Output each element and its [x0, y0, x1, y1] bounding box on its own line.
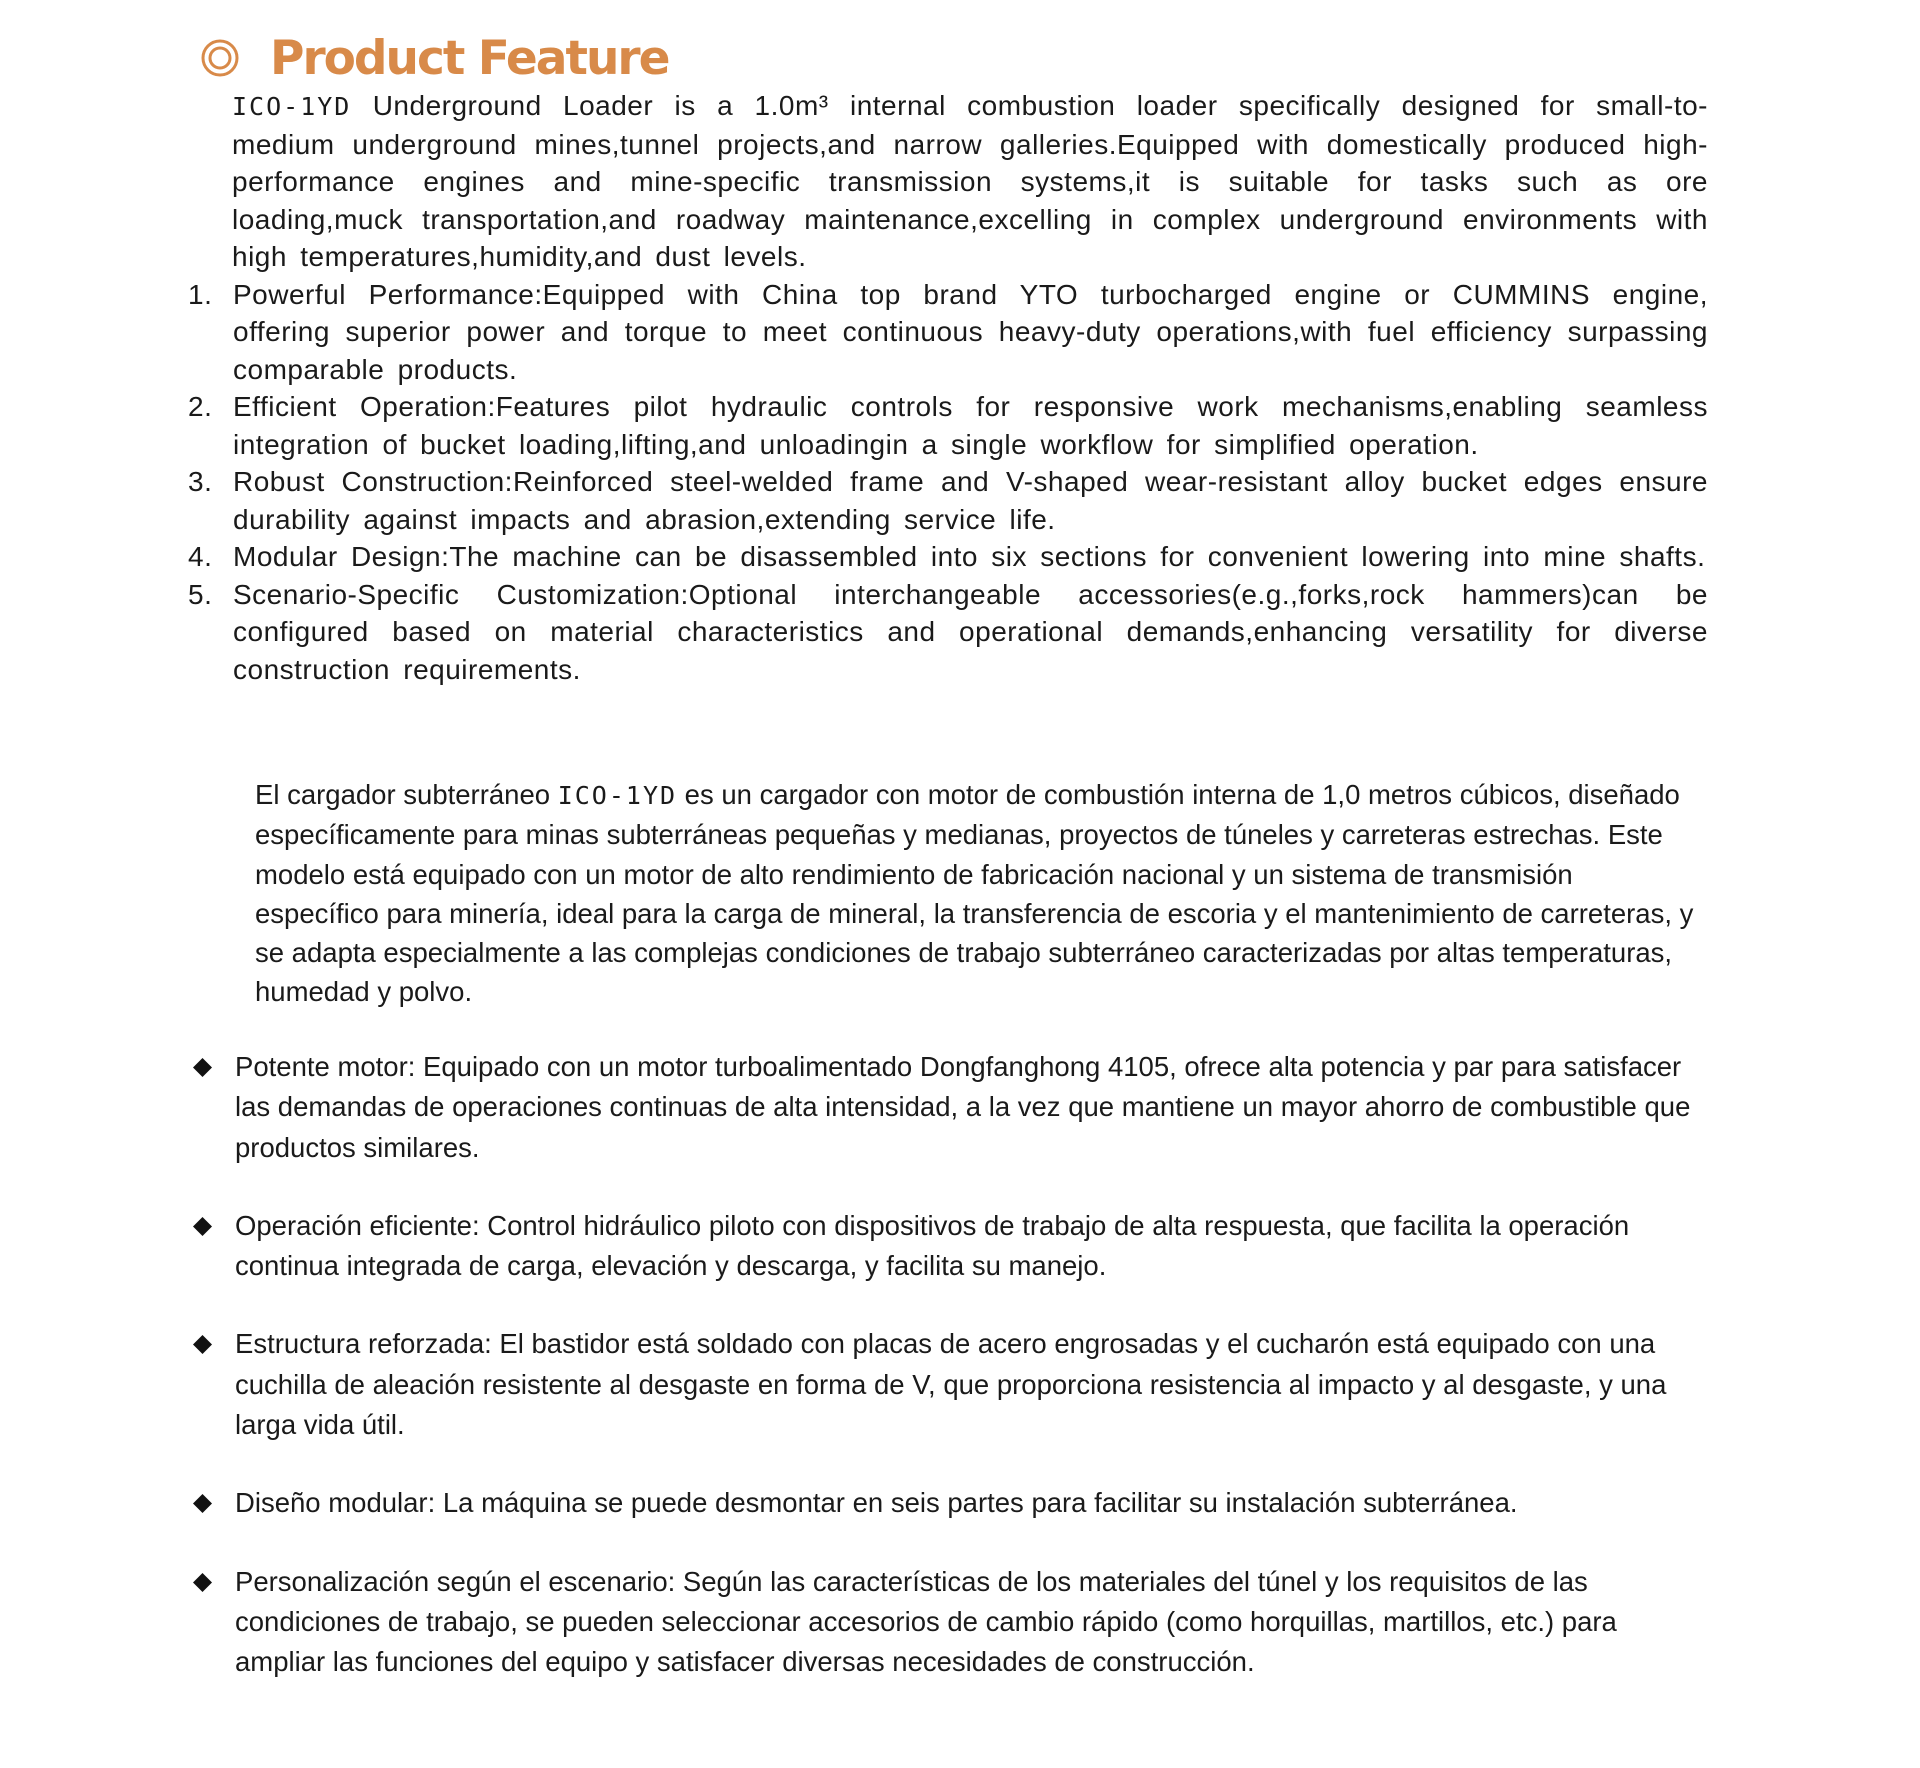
feature-text: Diseño modular: La máquina se puede desmontar en seis partes para facilitar su instalación subterránea.	[235, 1487, 1518, 1519]
page-title: Product Feature	[270, 30, 669, 86]
diamond-bullet-icon	[193, 1573, 212, 1592]
english-feature-list	[188, 276, 1708, 689]
feature-number: 2.	[188, 391, 213, 422]
diamond-bullet-icon	[193, 1058, 212, 1077]
english-feature-item	[188, 463, 1708, 538]
model-name: ICO-1YD	[232, 92, 352, 121]
feature-text: Efficient Operation:Features pilot hydraulic controls for responsive work mechanisms,enabling seamless integration of bucket loading,lifting,and unloadingin a single workflow for simplified operation.	[233, 391, 1708, 460]
english-section	[188, 87, 1708, 688]
model-name: ICO-1YD	[557, 781, 678, 810]
feature-text: Personalización según el escenario: Según las características de los materiales del túnel y los requisitos de las condiciones de trabajo, se pueden seleccionar accesorios de cambio rápido (como horquillas, martillos, etc.) para ampliar las funciones del equipo y satisfacer diversas necesidades de construcción.	[235, 1565, 1617, 1678]
english-feature-item	[188, 576, 1708, 689]
double-circle-icon	[200, 38, 240, 78]
section-heading	[200, 26, 669, 90]
feature-text: Powerful Performance:Equipped with China top brand YTO turbocharged engine or CUMMINS engine, offering superior power and torque to meet continuous heavy-duty operations,with fuel efficiency surpassing comparable products.	[233, 278, 1708, 385]
diamond-bullet-icon	[193, 1335, 212, 1354]
english-feature-item	[188, 388, 1708, 463]
feature-number: 4.	[188, 541, 213, 572]
feature-number: 3.	[188, 466, 213, 497]
spanish-feature-item	[190, 1047, 1710, 1168]
spanish-feature-item	[190, 1324, 1710, 1445]
feature-text: Scenario-Specific Customization:Optional interchangeable accessories(e.g.,forks,rock hammers)can be configured based on material characteristics and operational demands,enhancing versatility for diverse construction requirements.	[233, 578, 1708, 685]
feature-number: 1.	[188, 278, 213, 310]
english-intro	[232, 87, 1708, 276]
spanish-feature-item	[190, 1483, 1710, 1523]
feature-text: Robust Construction:Reinforced steel-welded frame and V-shaped wear-resistant alloy bucket edges ensure durability against impacts and abrasion,extending service life.	[233, 466, 1708, 535]
spanish-feature-item	[190, 1206, 1710, 1287]
feature-text: Operación eficiente: Control hidráulico piloto con dispositivos de trabajo de alta respuesta, que facilita la operación continua integrada de carga, elevación y descarga, y facilita su manejo.	[235, 1209, 1630, 1282]
spanish-intro-prefix: El cargador subterráneo	[255, 779, 558, 810]
feature-text: Estructura reforzada: El bastidor está soldado con placas de acero engrosadas y el cucharón está equipado con una cuchilla de aleación resistente al desgaste en forma de V, que proporciona resistencia al impacto y al desgaste, y una larga vida útil.	[235, 1328, 1667, 1441]
feature-number: 5.	[188, 578, 213, 610]
spanish-intro-text: es un cargador con motor de combustión interna de 1,0 metros cúbicos, diseñado específicamente para minas subterráneas pequeñas y medianas, proyectos de túneles y carreteras estrechas. Este modelo está equipado con un motor de alto rendimiento de fabricación nacional y un sistema de transmisión específico para minería, ideal para la carga de mineral, la transferencia de escoria y el mantenimiento de carreteras, y se adapta especialmente a las complejas condiciones de trabajo subterráneo caracterizadas por altas temperaturas, humedad y polvo.	[255, 779, 1694, 1008]
diamond-bullet-icon	[193, 1217, 212, 1236]
english-feature-item	[188, 538, 1708, 576]
diamond-bullet-icon	[193, 1494, 212, 1513]
feature-text: Potente motor: Equipado con un motor turboalimentado Dongfanghong 4105, ofrece alta potencia y par para satisfacer las demandas de operaciones continuas de alta intensidad, a la vez que mantiene un mayor ahorro de combustible que productos similares.	[235, 1051, 1691, 1163]
spanish-feature-list	[190, 1047, 1710, 1721]
spanish-intro	[255, 775, 1695, 1012]
feature-text: Modular Design:The machine can be disassembled into six sections for convenient lowering into mine shafts.	[233, 541, 1706, 572]
english-feature-item	[188, 276, 1708, 389]
spanish-feature-item	[190, 1562, 1710, 1683]
english-intro-text: Underground Loader is a 1.0m³ internal combustion loader specifically designed for small-to-medium underground mines,tunnel projects,and narrow galleries.Equipped with domestically produced high-performance engines and mine-specific transmission systems,it is suitable for tasks such as ore loading,muck transportation,and roadway maintenance,excelling in complex underground environments with high temperatures,humidity,and dust levels.	[232, 90, 1708, 272]
